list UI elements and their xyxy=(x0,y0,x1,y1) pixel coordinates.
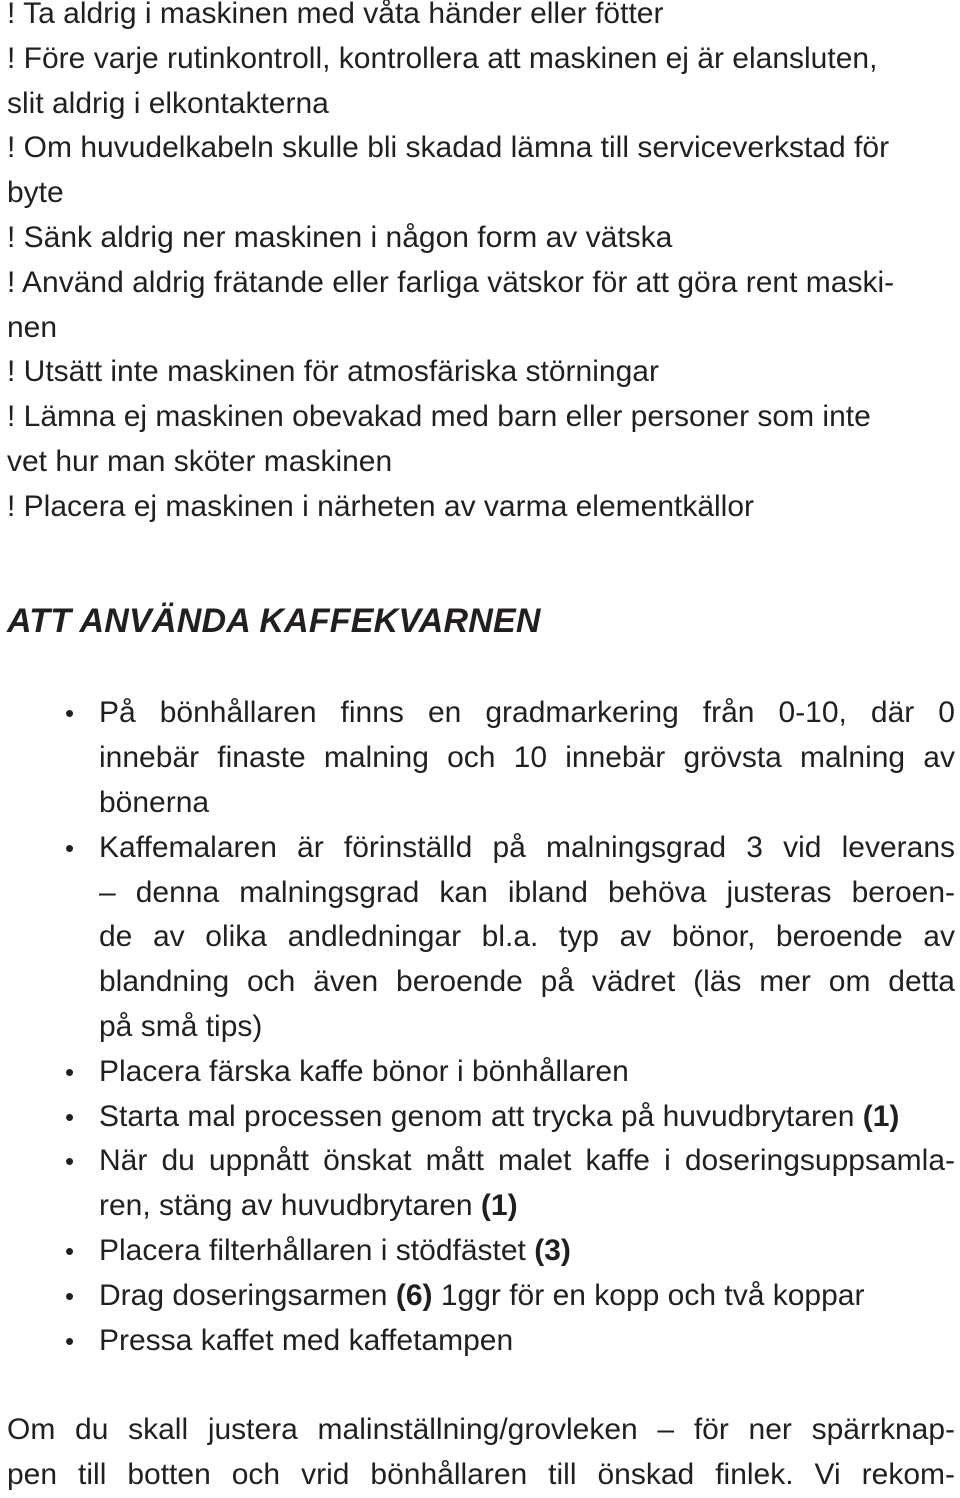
bullet-icon: • xyxy=(65,832,75,863)
bullet-icon: • xyxy=(65,1056,75,1087)
warning-item xyxy=(7,395,955,485)
part-reference: (1) xyxy=(480,1189,518,1223)
warning-item xyxy=(7,485,955,530)
step-line: Pressa kaffet med kaffetampen xyxy=(99,1323,514,1357)
list-item xyxy=(7,691,955,825)
part-reference: (6) xyxy=(395,1278,433,1312)
bullet-icon: • xyxy=(65,698,75,729)
step-line: på små tips) xyxy=(99,1009,263,1043)
step-line: blandning och även beroende på vädret (läs mer om detta xyxy=(99,965,955,999)
warning-line: ! Om huvudelkabeln skulle bli skadad lämna till serviceverkstad för xyxy=(7,131,890,165)
warning-line: ! Placera ej maskinen i närheten av varma elementkällor xyxy=(7,489,755,523)
bullet-icon: • xyxy=(65,1280,75,1311)
step-text: Starta mal processen genom att trycka på huvudbrytaren xyxy=(99,1099,855,1133)
step-text: Placera filterhållaren i stödfästet xyxy=(99,1233,526,1267)
bullet-icon: • xyxy=(65,1235,75,1266)
warning-line: ! Lämna ej maskinen obevakad med barn eller personer som inte xyxy=(7,400,871,434)
adjustment-paragraph xyxy=(7,1408,955,1498)
bullet-icon: • xyxy=(65,1325,75,1356)
warning-line: vet hur man sköter maskinen xyxy=(7,444,393,478)
step-line: När du uppnått önskat mått malet kaffe i doseringsuppsamla- xyxy=(99,1144,955,1178)
list-item xyxy=(7,1274,955,1319)
bullet-icon: • xyxy=(65,1146,75,1177)
warning-line: slit aldrig i elkontakterna xyxy=(7,86,329,120)
step-line: innebär finaste malning och 10 innebär grövsta malning av xyxy=(99,741,955,775)
step-line xyxy=(99,1274,955,1319)
warning-item xyxy=(7,0,955,37)
document-page xyxy=(7,0,955,1498)
section-heading: ATT ANVÄNDA KAFFEKVARNEN xyxy=(7,601,541,640)
list-item xyxy=(7,1319,955,1364)
safety-warnings-list xyxy=(7,0,955,530)
warning-line: byte xyxy=(7,176,64,210)
part-reference: (3) xyxy=(534,1233,571,1267)
usage-steps-list xyxy=(7,691,955,1363)
step-line: – denna malningsgrad kan ibland behöva justeras beroen- xyxy=(99,875,955,909)
part-reference: (1) xyxy=(862,1099,900,1133)
list-item xyxy=(7,1050,955,1095)
warning-line: ! Sänk aldrig ner maskinen i någon form av vätska xyxy=(7,220,673,254)
step-line: Kaffemalaren är förinställd på malningsgrad 3 vid leverans xyxy=(99,830,955,864)
step-line: de av olika andledningar bl.a. typ av bönor, beroende av xyxy=(99,920,955,954)
step-line xyxy=(99,1229,955,1274)
step-line xyxy=(99,1184,955,1229)
list-item xyxy=(7,826,955,1050)
paragraph-line: pen till botten och vrid bönhållaren till önskad finlek. Vi rekom- xyxy=(7,1458,955,1492)
step-line: Placera färska kaffe bönor i bönhållaren xyxy=(99,1054,629,1088)
list-item xyxy=(7,1095,955,1140)
list-item xyxy=(7,1139,955,1229)
paragraph-line: Om du skall justera malinställning/grovleken – för ner spärrknap- xyxy=(7,1413,955,1447)
warning-line: ! Före varje rutinkontroll, kontrollera att maskinen ej är elansluten, xyxy=(7,41,878,75)
step-text: Drag doseringsarmen xyxy=(99,1278,388,1312)
step-line xyxy=(99,1095,955,1140)
step-text: 1ggr för en kopp och två koppar xyxy=(440,1278,865,1312)
warning-item xyxy=(7,261,955,351)
warning-line: ! Använd aldrig frätande eller farliga vätskor för att göra rent maski- xyxy=(7,265,895,299)
warning-item xyxy=(7,350,955,395)
warning-line: nen xyxy=(7,310,58,344)
step-line: På bönhållaren finns en gradmarkering från 0-10, där 0 xyxy=(99,696,955,730)
step-text: ren, stäng av huvudbrytaren xyxy=(99,1189,473,1223)
warning-line: ! Utsätt inte maskinen för atmosfäriska störningar xyxy=(7,355,659,389)
warning-line: ! Ta aldrig i maskinen med våta händer eller fötter xyxy=(7,0,664,30)
warning-item xyxy=(7,37,955,127)
step-line: bönerna xyxy=(99,785,210,819)
bullet-icon: • xyxy=(65,1101,75,1132)
list-item xyxy=(7,1229,955,1274)
warning-item xyxy=(7,216,955,261)
warning-item xyxy=(7,126,955,216)
